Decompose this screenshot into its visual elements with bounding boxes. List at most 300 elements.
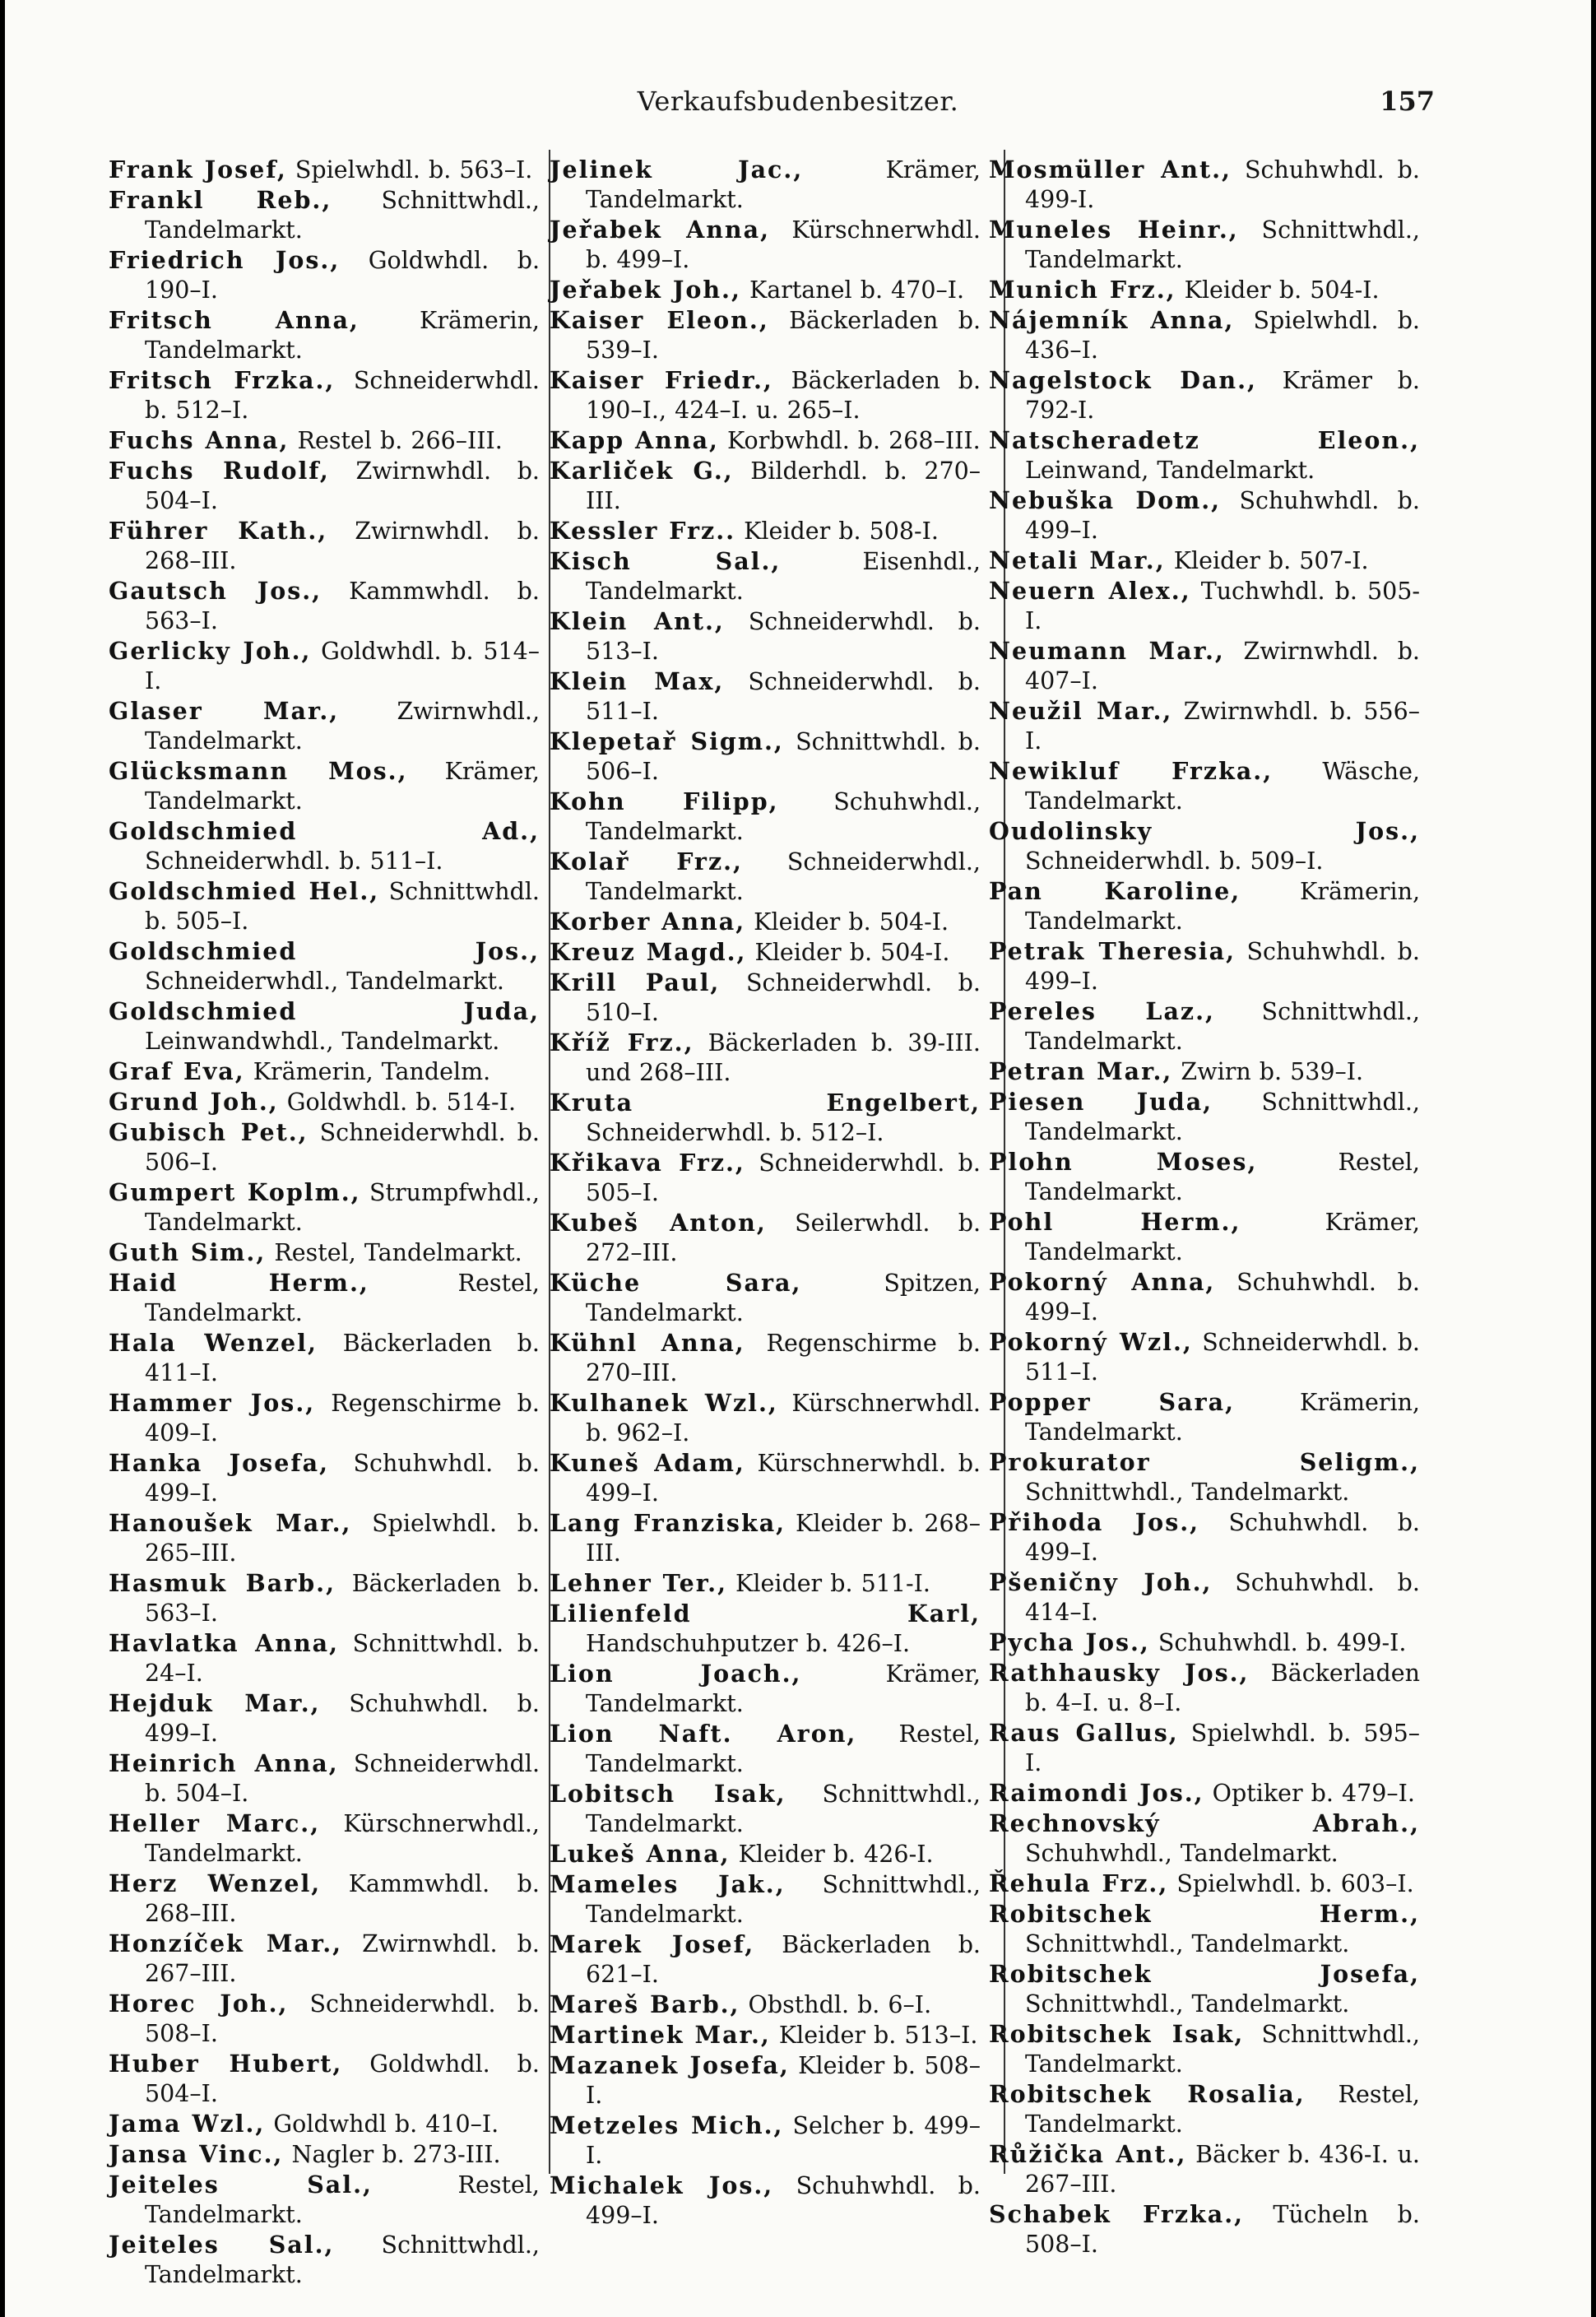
directory-column-1 xyxy=(109,155,540,2290)
entry-details: Krämerin, Tandelmarkt. xyxy=(1025,878,1421,935)
directory-entry xyxy=(109,1117,540,1177)
entry-name: Gubisch Pet., xyxy=(109,1118,309,1146)
directory-entry xyxy=(109,1748,540,1809)
directory-entry xyxy=(550,1568,981,1599)
directory-entry xyxy=(550,1508,981,1568)
directory-entry xyxy=(989,1869,1420,1899)
entry-name: Piesen Juda, xyxy=(989,1088,1213,1116)
directory-entry xyxy=(989,696,1420,756)
directory-entry xyxy=(109,305,540,365)
directory-entry xyxy=(550,2171,981,2231)
entry-details: Leinwand, Tandelmarkt. xyxy=(1025,457,1315,484)
entry-details: Bilderhdl. b. 270–III. xyxy=(586,457,981,514)
directory-entry xyxy=(989,2079,1420,2139)
directory-entry xyxy=(550,1448,981,1508)
entry-name: Jeiteles Sal., xyxy=(109,2171,373,2199)
directory-entry xyxy=(989,1899,1420,1959)
directory-entry xyxy=(989,1627,1420,1658)
entry-details: Schneiderwhdl. b. 506–I. xyxy=(145,1119,540,1176)
directory-entry xyxy=(109,425,540,456)
directory-entry xyxy=(109,1989,540,2049)
directory-page xyxy=(5,0,1591,2317)
entry-name: Huber Hubert, xyxy=(109,2050,343,2078)
directory-entry xyxy=(109,1388,540,1448)
entry-name: Růžička Ant., xyxy=(989,2140,1187,2168)
directory-entry xyxy=(989,1567,1420,1627)
entry-details: Restel b. 266–III. xyxy=(289,427,503,454)
entry-details: Schnittwhdl. b. 505–I. xyxy=(145,878,540,935)
entry-details: Spielwhdl. b. 603–I. xyxy=(1168,1870,1414,1897)
entry-details: Strumpfwhdl., Tandelmarkt. xyxy=(145,1179,540,1236)
directory-entry xyxy=(109,1869,540,1929)
entry-details: Goldwhdl b. 410–I. xyxy=(265,2110,499,2138)
directory-entry xyxy=(109,876,540,936)
entry-name: Plohn Moses, xyxy=(989,1148,1258,1176)
entry-details: Restel, Tandelmarkt. xyxy=(145,2171,540,2228)
entry-name: Neuern Alex., xyxy=(989,577,1191,605)
directory-entry xyxy=(550,1148,981,1208)
entry-details: Bäcker b. 436-I. u. 267–III. xyxy=(1025,2141,1420,2198)
entry-name: Rechnovský Abrah., xyxy=(989,1809,1420,1837)
entry-name: Korber Anna, xyxy=(550,908,746,936)
directory-entry xyxy=(989,1387,1420,1447)
entry-name: Munich Frz., xyxy=(989,276,1176,304)
entry-name: Prokurator Seligm., xyxy=(989,1448,1420,1476)
directory-entry xyxy=(989,636,1420,696)
directory-entry xyxy=(989,1056,1420,1087)
entry-details: Kleider b. 504-I. xyxy=(745,908,949,936)
entry-details: Selcher b. 499–I. xyxy=(586,2112,981,2169)
entry-name: Nagelstock Dan., xyxy=(989,366,1257,394)
entry-name: Jansa Vinc., xyxy=(109,2140,284,2168)
directory-entry xyxy=(550,1028,981,1088)
directory-entry xyxy=(109,1809,540,1869)
entry-name: Lion Naft. Aron, xyxy=(550,1720,857,1748)
directory-entry xyxy=(989,936,1420,996)
directory-entry xyxy=(109,996,540,1056)
entry-details: Zwirnwhdl. b. 268–III. xyxy=(145,518,540,574)
entry-name: Pokorný Wzl., xyxy=(989,1328,1193,1356)
directory-entry xyxy=(550,1328,981,1388)
page-header xyxy=(5,86,1591,125)
entry-name: Lukeš Anna, xyxy=(550,1840,731,1868)
entry-name: Metzeles Mich., xyxy=(550,2111,784,2139)
directory-entry xyxy=(989,1778,1420,1809)
entry-details: Tuchwhdl. b. 505-I. xyxy=(1025,578,1421,634)
directory-entry xyxy=(550,1990,981,2020)
entry-name: Graf Eva, xyxy=(109,1057,245,1085)
directory-entry xyxy=(550,546,981,606)
entry-details: Bäckerladen b. 621–I. xyxy=(586,1931,981,1988)
directory-entry xyxy=(989,485,1420,546)
directory-entry xyxy=(989,1959,1420,2019)
entry-details: Restel, Tandelmarkt. xyxy=(266,1239,522,1266)
entry-name: Glücksmann Mos., xyxy=(109,757,408,785)
entry-details: Seilerwhdl. b. 272–III. xyxy=(586,1210,981,1266)
entry-details: Kleider b. 513–I. xyxy=(770,2022,978,2049)
directory-entry xyxy=(109,1328,540,1388)
directory-entry xyxy=(550,787,981,847)
directory-entry xyxy=(109,1448,540,1508)
entry-details: Zwirnwhdl. b. 556–I. xyxy=(1025,698,1420,755)
entry-name: Hanka Josefa, xyxy=(109,1449,329,1477)
entry-details: Schneiderwhdl. b. 512–I. xyxy=(145,367,540,424)
directory-entry xyxy=(109,1929,540,1989)
entry-details: Krämer, Tandelmarkt. xyxy=(586,1660,981,1717)
entry-name: Kohn Filipp, xyxy=(550,787,779,815)
directory-entry xyxy=(989,756,1420,816)
entry-details: Schnittwhdl., Tandelmarkt. xyxy=(1025,1930,1350,1957)
entry-details: Goldwhdl. b. 190–I. xyxy=(145,247,540,304)
entry-name: Natscheradetz Eleon., xyxy=(989,426,1420,454)
entry-name: Kühnl Anna, xyxy=(550,1329,745,1357)
entry-name: Kaiser Friedr., xyxy=(550,366,773,394)
entry-details: Schnittwhdl., Tandelmarkt. xyxy=(1025,1479,1350,1506)
entry-name: Lilienfeld Karl, xyxy=(550,1600,981,1627)
entry-details: Schuhwhdl. b. 499–I. xyxy=(586,2172,981,2229)
entry-details: Schuhwhdl., Tandelmarkt. xyxy=(586,788,981,845)
entry-details: Bäckerladen b. 4–I. u. 8–I. xyxy=(1025,1660,1420,1716)
entry-name: Robitschek Rosalia, xyxy=(989,2080,1306,2108)
entry-name: Krill Paul, xyxy=(550,968,721,996)
entry-name: Hasmuk Barb., xyxy=(109,1569,336,1597)
directory-entry xyxy=(109,1688,540,1748)
entry-name: Schabek Frzka., xyxy=(989,2200,1245,2228)
entry-name: Michalek Jos., xyxy=(550,2171,774,2199)
entry-details: Schuhwhdl., Tandelmarkt. xyxy=(1025,1840,1339,1867)
entry-name: Muneles Heinr., xyxy=(989,216,1239,244)
directory-entry xyxy=(989,576,1420,636)
page-number: 157 xyxy=(1380,86,1435,117)
entry-name: Neužil Mar., xyxy=(989,697,1173,725)
entry-name: Pycha Jos., xyxy=(989,1628,1150,1656)
directory-entry xyxy=(550,2020,981,2050)
entry-name: Pokorný Anna, xyxy=(989,1268,1216,1296)
entry-name: Fuchs Anna, xyxy=(109,426,290,454)
directory-entry xyxy=(989,1267,1420,1327)
entry-name: Mazanek Josefa, xyxy=(550,2051,790,2079)
entry-details: Schneiderwhdl., Tandelmarkt. xyxy=(145,968,504,995)
entry-details: Kürschnerwhdl. b. 499–I. xyxy=(586,1450,981,1507)
entry-name: Gautsch Jos., xyxy=(109,577,322,605)
entry-details: Bäckerladen b. 563–I. xyxy=(145,1570,540,1627)
entry-details: Restel, Tandelmarkt. xyxy=(586,1720,981,1777)
directory-entry xyxy=(550,1659,981,1719)
entry-name: Haid Herm., xyxy=(109,1269,369,1297)
entry-name: Nebuška Dom., xyxy=(989,486,1222,514)
entry-name: Lion Joach., xyxy=(550,1660,802,1688)
entry-name: Jelinek Jac., xyxy=(550,156,804,183)
entry-details: Krämerin, Tandelmarkt. xyxy=(1025,1389,1420,1446)
entry-name: Hammer Jos., xyxy=(109,1389,316,1417)
entry-details: Schuhwhdl. b. 499–I. xyxy=(145,1690,540,1747)
entry-details: Krämer, Tandelmarkt. xyxy=(1025,1209,1420,1265)
directory-entry xyxy=(550,1779,981,1839)
directory-entry xyxy=(109,1508,540,1568)
entry-name: Küche Sara, xyxy=(550,1269,802,1297)
entry-name: Klepetař Sigm., xyxy=(550,727,784,755)
entry-details: Kürschnerwhdl. b. 962–I. xyxy=(586,1390,981,1446)
entry-details: Schneiderwhdl. b. 512–I. xyxy=(586,1119,884,1146)
directory-entry xyxy=(550,2110,981,2171)
directory-entry xyxy=(989,996,1420,1056)
entry-details: Zwirnwhdl. b. 504–I. xyxy=(145,457,540,514)
directory-entry xyxy=(989,215,1420,275)
entry-name: Klein Max, xyxy=(550,667,725,695)
directory-entry xyxy=(989,2199,1420,2259)
entry-details: Optiker b. 479–I. xyxy=(1204,1780,1415,1807)
entry-details: Kleider b. 426-I. xyxy=(730,1841,934,1868)
entry-details: Krämerin, Tandelmarkt. xyxy=(145,307,540,364)
directory-entry xyxy=(550,968,981,1028)
entry-name: Goldschmied Jos., xyxy=(109,937,540,965)
entry-details: Bäckerladen b. 539–I. xyxy=(586,307,981,364)
entry-name: Pan Karoline, xyxy=(989,877,1241,905)
entry-name: Přihoda Jos., xyxy=(989,1508,1200,1536)
directory-entry xyxy=(550,1839,981,1869)
entry-details: Restel, Tandelmarkt. xyxy=(1025,1149,1420,1205)
entry-name: Karliček G., xyxy=(550,457,734,485)
directory-column-2 xyxy=(550,155,981,2231)
entry-name: Führer Kath., xyxy=(109,517,328,545)
entry-name: Kreuz Magd., xyxy=(550,938,747,966)
running-title: Verkaufsbudenbesitzer. xyxy=(637,86,959,117)
entry-name: Hanoušek Mar., xyxy=(109,1509,352,1537)
entry-name: Fritsch Anna, xyxy=(109,306,360,334)
entry-name: Glaser Mar., xyxy=(109,697,340,725)
directory-entry xyxy=(550,907,981,937)
entry-details: Obsthdl. b. 6–I. xyxy=(740,1991,932,2018)
directory-entry xyxy=(109,1268,540,1328)
entry-name: Jeřabek Joh., xyxy=(550,276,741,304)
entry-name: Mameles Jak., xyxy=(550,1870,786,1898)
entry-details: Tücheln b. 508–I. xyxy=(1025,2201,1420,2258)
directory-entry xyxy=(989,876,1420,936)
entry-name: Raus Gallus, xyxy=(989,1719,1179,1747)
entry-details: Schnittwhdl., Tandelmarkt. xyxy=(145,187,540,244)
entry-details: Schnittwhdl., Tandelmarkt. xyxy=(1025,998,1420,1055)
directory-entry xyxy=(989,1447,1420,1507)
entry-details: Regenschirme b. 270–III. xyxy=(586,1330,981,1386)
entry-details: Kammwhdl. b. 563–I. xyxy=(145,578,540,634)
entry-details: Schuhwhdl. b. 499–I. xyxy=(1025,938,1420,995)
directory-entry xyxy=(550,1388,981,1448)
entry-name: Jeiteles Sal., xyxy=(109,2231,335,2259)
entry-name: Kapp Anna, xyxy=(550,426,719,454)
directory-entry xyxy=(989,155,1420,215)
directory-entry xyxy=(109,2109,540,2139)
entry-details: Kürschnerwhdl., Tandelmarkt. xyxy=(145,1810,540,1867)
directory-entry xyxy=(550,425,981,456)
directory-entry xyxy=(550,155,981,215)
entry-name: Kruta Engelbert, xyxy=(550,1089,981,1117)
entry-details: Kartanel b. 470–I. xyxy=(740,276,965,304)
directory-entry xyxy=(550,937,981,968)
directory-entry xyxy=(989,1087,1420,1147)
entry-details: Kleider b. 504-I. xyxy=(1176,276,1380,304)
entry-details: Zwirnwhdl. b. 267–III. xyxy=(145,1930,540,1987)
directory-entry xyxy=(550,275,981,305)
entry-name: Gumpert Koplm., xyxy=(109,1178,361,1206)
entry-details: Schuhwhdl. b. 499–I. xyxy=(1025,1269,1420,1326)
entry-name: Frankl Reb., xyxy=(109,186,332,214)
entry-details: Leinwandwhdl., Tandelmarkt. xyxy=(145,1028,500,1055)
entry-details: Kleider b. 511-I. xyxy=(727,1570,930,1597)
entry-details: Schnittwhdl. b. 24–I. xyxy=(145,1630,540,1687)
entry-details: Goldwhdl. b. 504–I. xyxy=(145,2050,540,2107)
entry-details: Schnittwhdl., Tandelmarkt. xyxy=(1025,216,1420,273)
entry-name: Kubeš Anton, xyxy=(550,1209,767,1237)
entry-details: Kleider b. 507-I. xyxy=(1165,547,1369,574)
entry-details: Krämer b. 792-I. xyxy=(1025,367,1420,424)
entry-details: Schuhwhdl. b. 414–I. xyxy=(1025,1569,1420,1626)
entry-details: Bäckerladen b. 411–I. xyxy=(145,1330,540,1386)
directory-entry xyxy=(550,847,981,907)
entry-name: Petran Mar., xyxy=(989,1057,1173,1085)
entry-details: Krämer, Tandelmarkt. xyxy=(145,758,540,815)
directory-entry xyxy=(989,425,1420,485)
directory-entry xyxy=(989,2019,1420,2079)
directory-entry xyxy=(550,606,981,666)
entry-name: Robitschek Josefa, xyxy=(989,1960,1420,1988)
directory-entry xyxy=(109,576,540,636)
entry-name: Hejduk Mar., xyxy=(109,1689,321,1717)
directory-entry xyxy=(109,936,540,996)
directory-entry xyxy=(989,816,1420,876)
entry-details: Schuhwhdl. b. 499–I. xyxy=(145,1450,540,1507)
directory-entry xyxy=(109,1628,540,1688)
directory-entry xyxy=(550,666,981,727)
directory-entry xyxy=(989,1658,1420,1718)
directory-entry xyxy=(550,365,981,425)
directory-entry xyxy=(109,696,540,756)
directory-entry xyxy=(550,1599,981,1659)
entry-details: Schuhwhdl. b. 499–I. xyxy=(1025,487,1420,544)
directory-entry xyxy=(109,2170,540,2230)
directory-entry xyxy=(550,1869,981,1929)
entry-name: Heinrich Anna, xyxy=(109,1749,339,1777)
entry-details: Goldwhdl. b. 514-I. xyxy=(278,1089,516,1116)
directory-entry xyxy=(550,1268,981,1328)
entry-details: Handschuhputzer b. 426–I. xyxy=(586,1630,911,1657)
directory-entry xyxy=(109,2139,540,2170)
directory-entry xyxy=(109,155,540,185)
entry-details: Schnittwhdl., Tandelmarkt. xyxy=(1025,1990,1350,2018)
entry-name: Řehula Frz., xyxy=(989,1869,1169,1897)
entry-name: Frank Josef, xyxy=(109,156,287,183)
entry-name: Netali Mar., xyxy=(989,546,1166,574)
directory-entry xyxy=(109,456,540,516)
entry-details: Spielwhdl. b. 265–III. xyxy=(145,1510,540,1567)
entry-details: Bäckerladen b. 39-III. und 268–III. xyxy=(586,1029,981,1086)
entry-name: Kuneš Adam, xyxy=(550,1449,745,1477)
entry-name: Pšeničny Joh., xyxy=(989,1568,1213,1596)
entry-details: Spielwhdl. b. 595–I. xyxy=(1025,1720,1420,1776)
entry-details: Krämer, Tandelmarkt. xyxy=(586,156,981,213)
entry-details: Schneiderwhdl. b. 504–I. xyxy=(145,1750,540,1807)
entry-name: Kisch Sal., xyxy=(550,547,782,575)
directory-entry xyxy=(989,1809,1420,1869)
entry-name: Neumann Mar., xyxy=(989,637,1225,665)
entry-name: Hala Wenzel, xyxy=(109,1329,318,1357)
entry-details: Schneiderwhdl. b. 510–I. xyxy=(586,969,981,1026)
entry-name: Mareš Barb., xyxy=(550,1990,740,2018)
directory-entry xyxy=(109,756,540,816)
entry-name: Kolař Frz., xyxy=(550,847,743,875)
entry-details: Schuhwhdl. b. 499–I. xyxy=(1025,1509,1420,1566)
entry-name: Friedrich Jos., xyxy=(109,246,341,274)
directory-entry xyxy=(109,1087,540,1117)
entry-details: Kleider b. 508-I. xyxy=(735,518,939,545)
entry-name: Havlatka Anna, xyxy=(109,1629,340,1657)
entry-name: Kříž Frz., xyxy=(550,1028,694,1056)
directory-entry xyxy=(989,546,1420,576)
directory-entry xyxy=(550,215,981,275)
entry-name: Rathhausky Jos., xyxy=(989,1659,1250,1687)
directory-entry xyxy=(109,816,540,876)
entry-details: Regenschirme b. 409–I. xyxy=(145,1390,540,1446)
entry-name: Newikluf Frzka., xyxy=(989,757,1274,785)
entry-details: Zwirnwhdl., Tandelmarkt. xyxy=(145,698,540,755)
entry-details: Spielwhdl. b. 436–I. xyxy=(1025,307,1420,364)
directory-entry xyxy=(109,365,540,425)
entry-details: Schuhwhdl. b. 499-I. xyxy=(1025,156,1420,213)
directory-column-3 xyxy=(989,155,1420,2259)
entry-details: Wäsche, Tandelmarkt. xyxy=(1025,758,1420,815)
entry-name: Lang Franziska, xyxy=(550,1509,786,1537)
entry-details: Eisenhdl., Tandelmarkt. xyxy=(586,548,981,605)
directory-entry xyxy=(550,1208,981,1268)
directory-entry xyxy=(109,1056,540,1087)
directory-entry xyxy=(550,1088,981,1148)
entry-name: Robitschek Herm., xyxy=(989,1900,1420,1928)
entry-details: Schneiderwhdl., Tandelmarkt. xyxy=(586,848,981,905)
entry-name: Horec Joh., xyxy=(109,1990,289,2018)
entry-details: Kammwhdl. b. 268–III. xyxy=(145,1870,540,1927)
entry-name: Pohl Herm., xyxy=(989,1208,1241,1236)
entry-name: Jama Wzl., xyxy=(109,2110,266,2138)
entry-details: Restel, Tandelmarkt. xyxy=(145,1270,540,1326)
directory-entry xyxy=(989,1207,1420,1267)
entry-name: Mosmüller Ant., xyxy=(989,156,1232,183)
entry-details: Spitzen, Tandelmarkt. xyxy=(586,1270,981,1326)
directory-entry xyxy=(109,636,540,696)
entry-details: Schnittwhdl., Tandelmarkt. xyxy=(586,1781,981,1837)
entry-details: Schneiderwhdl. b. 505–I. xyxy=(586,1149,981,1206)
directory-entry xyxy=(989,1327,1420,1387)
entry-name: Kulhanek Wzl., xyxy=(550,1389,778,1417)
entry-name: Jeřabek Anna, xyxy=(550,216,771,244)
entry-name: Gerlicky Joh., xyxy=(109,637,312,665)
entry-name: Heller Marc., xyxy=(109,1809,321,1837)
entry-name: Marek Josef, xyxy=(550,1930,755,1958)
directory-entry xyxy=(109,2230,540,2290)
directory-entry xyxy=(109,516,540,576)
directory-entry xyxy=(989,1718,1420,1778)
directory-entry xyxy=(550,516,981,546)
entry-name: Raimondi Jos., xyxy=(989,1779,1204,1807)
entry-details: Schnittwhdl., Tandelmarkt. xyxy=(1025,2021,1420,2078)
directory-entry xyxy=(109,1568,540,1628)
entry-details: Schneiderwhdl. b. 513–I. xyxy=(586,608,981,665)
entry-details: Schuhwhdl. b. 499-I. xyxy=(1149,1629,1407,1656)
entry-name: Nájemník Anna, xyxy=(989,306,1235,334)
entry-name: Kessler Frz.. xyxy=(550,517,736,545)
entry-details: Korbwhdl. b. 268–III. xyxy=(718,427,981,454)
entry-name: Herz Wenzel, xyxy=(109,1869,322,1897)
entry-details: Restel, Tandelmarkt. xyxy=(1025,2081,1420,2138)
entry-details: Krämerin, Tandelm. xyxy=(244,1058,491,1085)
